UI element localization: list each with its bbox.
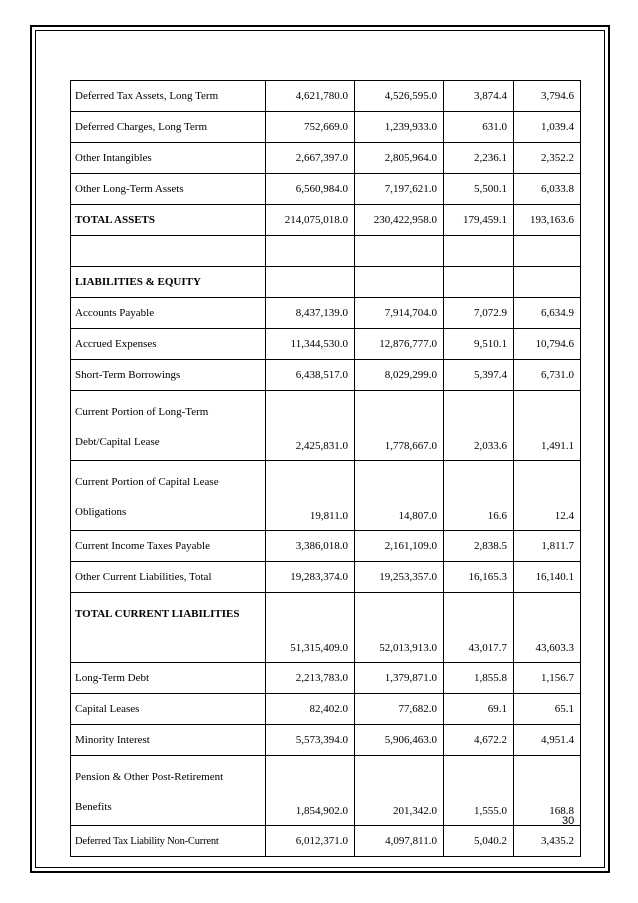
cell-value: 201,342.0 bbox=[355, 756, 444, 826]
table-row bbox=[71, 562, 581, 593]
cell-value: 16,165.3 bbox=[444, 562, 514, 593]
cell-value: 2,033.6 bbox=[444, 391, 514, 461]
cell-value: 6,731.0 bbox=[514, 360, 581, 391]
cell-value: 4,672.2 bbox=[444, 725, 514, 756]
cell-value: 193,163.6 bbox=[514, 205, 581, 236]
cell-value: 1,855.8 bbox=[444, 663, 514, 694]
cell-value: 7,914,704.0 bbox=[355, 298, 444, 329]
section-header-row bbox=[71, 267, 581, 298]
table-row bbox=[71, 694, 581, 725]
cell-value: 51,315,409.0 bbox=[266, 593, 355, 663]
cell-value: 65.1 bbox=[514, 694, 581, 725]
cell-value: 6,033.8 bbox=[514, 174, 581, 205]
cell-value: 1,156.7 bbox=[514, 663, 581, 694]
table-row bbox=[71, 112, 581, 143]
cell-value: 2,352.2 bbox=[514, 143, 581, 174]
table-row bbox=[71, 174, 581, 205]
cell-value: 19,811.0 bbox=[266, 461, 355, 531]
cell-value: 19,283,374.0 bbox=[266, 562, 355, 593]
table-row bbox=[71, 663, 581, 694]
table-row bbox=[71, 329, 581, 360]
cell-value: 1,491.1 bbox=[514, 391, 581, 461]
cell-value bbox=[514, 236, 581, 267]
table-row bbox=[71, 461, 581, 531]
table-row bbox=[71, 826, 581, 857]
row-label: Deferred Tax Liability Non-Current bbox=[71, 826, 266, 857]
row-label: Deferred Tax Assets, Long Term bbox=[71, 81, 266, 112]
cell-value: 1,555.0 bbox=[444, 756, 514, 826]
cell-value bbox=[444, 267, 514, 298]
table-row bbox=[71, 531, 581, 562]
cell-value: 16,140.1 bbox=[514, 562, 581, 593]
cell-value: 9,510.1 bbox=[444, 329, 514, 360]
row-label: Accounts Payable bbox=[71, 298, 266, 329]
page-number: 30 bbox=[562, 815, 575, 827]
row-label: Short-Term Borrowings bbox=[71, 360, 266, 391]
cell-value: 7,072.9 bbox=[444, 298, 514, 329]
row-label: Long-Term Debt bbox=[71, 663, 266, 694]
cell-value: 5,573,394.0 bbox=[266, 725, 355, 756]
cell-value: 5,500.1 bbox=[444, 174, 514, 205]
cell-value: 3,386,018.0 bbox=[266, 531, 355, 562]
cell-value: 3,435.2 bbox=[514, 826, 581, 857]
cell-value: 179,459.1 bbox=[444, 205, 514, 236]
cell-value: 4,097,811.0 bbox=[355, 826, 444, 857]
cell-value: 1,811.7 bbox=[514, 531, 581, 562]
cell-value: 4,951.4 bbox=[514, 725, 581, 756]
cell-value: 69.1 bbox=[444, 694, 514, 725]
cell-value: 82,402.0 bbox=[266, 694, 355, 725]
cell-value: 1,239,933.0 bbox=[355, 112, 444, 143]
cell-value: 6,560,984.0 bbox=[266, 174, 355, 205]
cell-value: 43,017.7 bbox=[444, 593, 514, 663]
row-label: Capital Leases bbox=[71, 694, 266, 725]
cell-value: 7,197,621.0 bbox=[355, 174, 444, 205]
cell-value: 2,838.5 bbox=[444, 531, 514, 562]
cell-value bbox=[266, 236, 355, 267]
cell-value: 168.8 bbox=[514, 756, 581, 826]
cell-value: 1,778,667.0 bbox=[355, 391, 444, 461]
cell-value: 12,876,777.0 bbox=[355, 329, 444, 360]
cell-value: 2,161,109.0 bbox=[355, 531, 444, 562]
cell-value: 16.6 bbox=[444, 461, 514, 531]
cell-value: 1,854,902.0 bbox=[266, 756, 355, 826]
cell-value: 8,437,139.0 bbox=[266, 298, 355, 329]
table-row bbox=[71, 725, 581, 756]
cell-value: 5,397.4 bbox=[444, 360, 514, 391]
table-row bbox=[71, 360, 581, 391]
cell-value: 1,039.4 bbox=[514, 112, 581, 143]
cell-value: 6,438,517.0 bbox=[266, 360, 355, 391]
cell-value: 19,253,357.0 bbox=[355, 562, 444, 593]
cell-value: 77,682.0 bbox=[355, 694, 444, 725]
cell-value bbox=[444, 236, 514, 267]
cell-value: 752,669.0 bbox=[266, 112, 355, 143]
row-label: Minority Interest bbox=[71, 725, 266, 756]
cell-value: 5,906,463.0 bbox=[355, 725, 444, 756]
cell-value: 2,213,783.0 bbox=[266, 663, 355, 694]
cell-value bbox=[355, 267, 444, 298]
row-label: Deferred Charges, Long Term bbox=[71, 112, 266, 143]
cell-value: 3,874.4 bbox=[444, 81, 514, 112]
cell-value: 214,075,018.0 bbox=[266, 205, 355, 236]
row-label: Current Portion of Capital Lease Obligations bbox=[71, 461, 266, 531]
cell-value: 6,634.9 bbox=[514, 298, 581, 329]
cell-value: 52,013,913.0 bbox=[355, 593, 444, 663]
row-label: Current Portion of Long-Term Debt/Capital Lease bbox=[71, 391, 266, 461]
table-row bbox=[71, 391, 581, 461]
cell-value: 2,805,964.0 bbox=[355, 143, 444, 174]
cell-value: 12.4 bbox=[514, 461, 581, 531]
cell-value: 230,422,958.0 bbox=[355, 205, 444, 236]
cell-value: 2,425,831.0 bbox=[266, 391, 355, 461]
cell-value: 2,667,397.0 bbox=[266, 143, 355, 174]
cell-value: 14,807.0 bbox=[355, 461, 444, 531]
table-row bbox=[71, 298, 581, 329]
row-label: Other Current Liabilities, Total bbox=[71, 562, 266, 593]
table-row bbox=[71, 81, 581, 112]
cell-value: 2,236.1 bbox=[444, 143, 514, 174]
cell-value: 4,621,780.0 bbox=[266, 81, 355, 112]
table-row-empty bbox=[71, 236, 581, 267]
section-header: LIABILITIES & EQUITY bbox=[71, 267, 266, 298]
cell-value bbox=[266, 267, 355, 298]
table-row bbox=[71, 756, 581, 826]
cell-value: 1,379,871.0 bbox=[355, 663, 444, 694]
row-label: Pension & Other Post-Retirement Benefits bbox=[71, 756, 266, 826]
row-label: TOTAL CURRENT LIABILITIES bbox=[71, 593, 266, 663]
cell-value: 631.0 bbox=[444, 112, 514, 143]
table-row bbox=[71, 143, 581, 174]
row-label: Other Intangibles bbox=[71, 143, 266, 174]
cell-value: 6,012,371.0 bbox=[266, 826, 355, 857]
cell-value: 10,794.6 bbox=[514, 329, 581, 360]
row-label: Current Income Taxes Payable bbox=[71, 531, 266, 562]
table-row-total bbox=[71, 593, 581, 663]
cell-value bbox=[355, 236, 444, 267]
row-label: Accrued Expenses bbox=[71, 329, 266, 360]
balance-sheet-table bbox=[70, 80, 581, 857]
cell-value: 3,794.6 bbox=[514, 81, 581, 112]
row-label bbox=[71, 236, 266, 267]
cell-value: 5,040.2 bbox=[444, 826, 514, 857]
table-row-total bbox=[71, 205, 581, 236]
cell-value: 11,344,530.0 bbox=[266, 329, 355, 360]
cell-value bbox=[514, 267, 581, 298]
cell-value: 43,603.3 bbox=[514, 593, 581, 663]
row-label: TOTAL ASSETS bbox=[71, 205, 266, 236]
cell-value: 4,526,595.0 bbox=[355, 81, 444, 112]
row-label: Other Long-Term Assets bbox=[71, 174, 266, 205]
cell-value: 8,029,299.0 bbox=[355, 360, 444, 391]
